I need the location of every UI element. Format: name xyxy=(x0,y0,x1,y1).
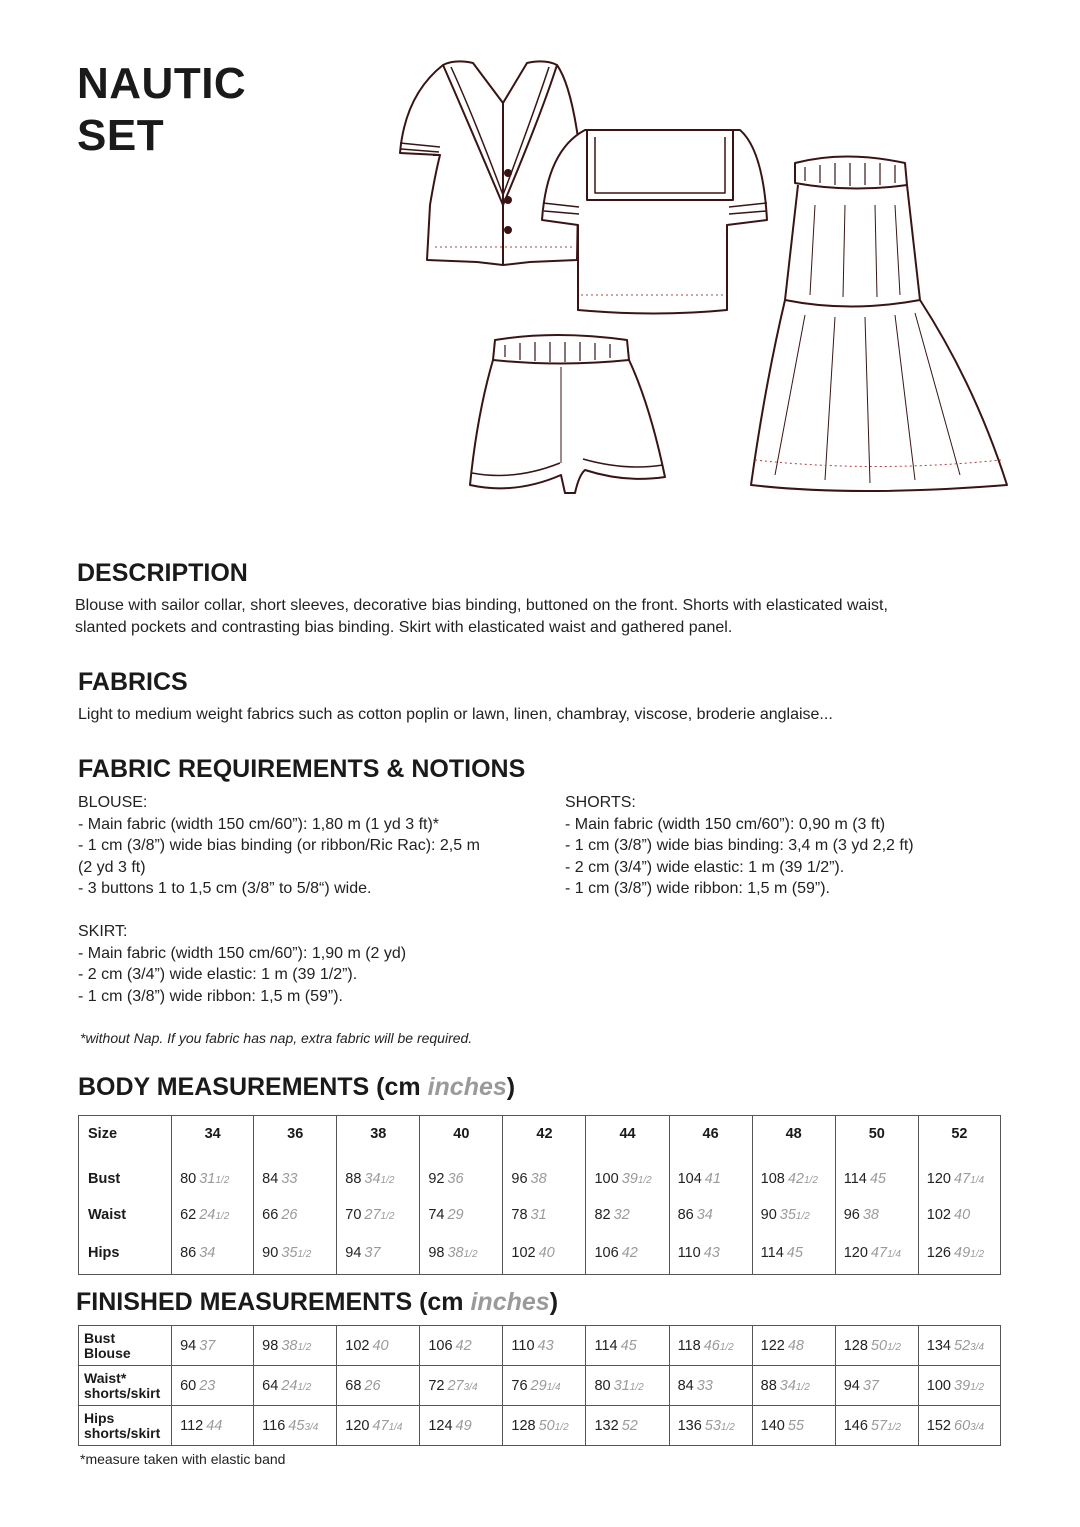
req-left-line: BLOUSE: xyxy=(78,794,148,811)
measurement-cell xyxy=(835,1197,918,1233)
requirements-right-column xyxy=(565,792,914,900)
inch-value: 52 xyxy=(621,1417,638,1434)
cm-value: 120 xyxy=(843,1245,868,1262)
cm-value: 128 xyxy=(511,1417,536,1434)
inch-value: 38 xyxy=(530,1170,547,1187)
inch-fraction: 1/2 xyxy=(463,1249,478,1261)
cm-value: 106 xyxy=(594,1245,619,1262)
inch-fraction: 1/4 xyxy=(970,1174,985,1186)
inch-value: 24 xyxy=(281,1377,298,1394)
measurement-cell xyxy=(420,1197,503,1233)
inch-value: 38 xyxy=(862,1206,879,1223)
body-heading-close: ) xyxy=(506,1073,516,1101)
req-left-line: - 1 cm (3/8”) wide ribbon: 1,5 m (59”). xyxy=(78,987,343,1005)
measurement-cell xyxy=(337,1366,420,1406)
cm-value: 84 xyxy=(262,1170,279,1187)
measurement-cell xyxy=(918,1233,1000,1275)
measurement-cell xyxy=(503,1406,586,1446)
inch-fraction: 1/2 xyxy=(887,1421,901,1433)
measurement-cell xyxy=(172,1233,254,1275)
inch-value: 29 xyxy=(530,1377,547,1394)
req-left-line: (2 yd 3 ft) xyxy=(78,858,146,876)
measurement-cell xyxy=(254,1161,337,1197)
size-header: 50 xyxy=(835,1116,918,1153)
cm-value: 136 xyxy=(677,1417,702,1434)
cm-value: 114 xyxy=(843,1170,867,1187)
fabrics-heading: FABRICS xyxy=(78,668,188,696)
size-label: Size xyxy=(79,1116,172,1153)
measurement-cell xyxy=(503,1161,586,1197)
measurement-cell xyxy=(752,1326,835,1366)
measurement-cell xyxy=(586,1406,669,1446)
measurement-cell xyxy=(337,1326,420,1366)
elastic-note: *measure taken with elastic band xyxy=(80,1451,286,1467)
body-heading-inches: inches xyxy=(427,1073,507,1101)
cm-value: 72 xyxy=(428,1377,445,1394)
row-label-line-2: Blouse xyxy=(84,1344,131,1361)
cm-value: 90 xyxy=(760,1206,777,1223)
cm-value: 82 xyxy=(594,1206,611,1223)
inch-fraction: 1/2 xyxy=(795,1381,810,1393)
measurement-cell xyxy=(503,1366,586,1406)
inch-fraction: 1/2 xyxy=(719,1341,734,1353)
cm-value: 84 xyxy=(677,1377,694,1394)
cm-value: 80 xyxy=(594,1377,611,1394)
inch-value: 50 xyxy=(870,1337,888,1354)
inch-fraction: 1/2 xyxy=(629,1381,644,1393)
measurement-cell xyxy=(586,1366,669,1406)
row-label xyxy=(79,1326,172,1366)
cm-value: 80 xyxy=(180,1170,197,1187)
inch-fraction: 1/2 xyxy=(637,1174,652,1186)
measurement-cell xyxy=(172,1161,254,1197)
requirements-heading: FABRIC REQUIREMENTS & NOTIONS xyxy=(78,755,526,783)
spacer-cell xyxy=(918,1153,1000,1161)
cm-value: 86 xyxy=(677,1206,694,1223)
measurement-cell xyxy=(669,1197,752,1233)
measurement-cell xyxy=(752,1161,835,1197)
row-label xyxy=(79,1366,172,1406)
inch-fraction: 1/4 xyxy=(887,1249,901,1261)
finished-heading-inches: inches xyxy=(470,1288,550,1316)
cm-value: 94 xyxy=(843,1377,860,1394)
inch-value: 44 xyxy=(206,1417,223,1434)
inch-value: 34 xyxy=(779,1377,796,1394)
inch-fraction: 1/2 xyxy=(887,1341,901,1353)
inch-value: 37 xyxy=(199,1337,216,1354)
inch-value: 34 xyxy=(696,1206,713,1223)
inch-value: 39 xyxy=(621,1170,638,1187)
size-header: 48 xyxy=(752,1116,835,1153)
cm-value: 112 xyxy=(180,1417,204,1434)
inch-fraction: 1/2 xyxy=(297,1381,312,1393)
cm-value: 110 xyxy=(677,1245,701,1262)
measurement-cell xyxy=(337,1161,420,1197)
inch-value: 45 xyxy=(786,1245,803,1262)
measurement-cell xyxy=(586,1326,669,1366)
measurement-cell xyxy=(835,1233,918,1275)
measurement-cell xyxy=(172,1366,254,1406)
cm-value: 128 xyxy=(843,1337,868,1354)
cm-value: 100 xyxy=(594,1170,619,1187)
inch-value: 53 xyxy=(704,1417,721,1434)
req-left-line: SKIRT: xyxy=(78,923,128,940)
req-right-line: - 1 cm (3/8”) wide ribbon: 1,5 m (59”). xyxy=(565,880,830,897)
inch-value: 45 xyxy=(288,1417,305,1434)
body-measurements-table xyxy=(78,1115,1001,1275)
inch-value: 37 xyxy=(364,1245,381,1262)
cm-value: 120 xyxy=(926,1170,951,1187)
cm-value: 76 xyxy=(511,1377,528,1394)
inch-value: 32 xyxy=(613,1206,630,1223)
inch-value: 39 xyxy=(954,1377,971,1394)
table-row xyxy=(79,1326,1001,1366)
measurement-cell xyxy=(669,1366,752,1406)
measurement-cell xyxy=(918,1406,1000,1446)
size-header: 52 xyxy=(918,1116,1000,1153)
measurement-cell xyxy=(918,1197,1000,1233)
measurement-cell xyxy=(503,1326,586,1366)
inch-value: 27 xyxy=(447,1377,464,1394)
blouse-front-drawing xyxy=(400,61,579,265)
description-text xyxy=(75,595,888,639)
measurement-cell xyxy=(752,1366,835,1406)
measurement-cell xyxy=(254,1406,337,1446)
cm-value: 98 xyxy=(262,1337,279,1354)
measurement-cell xyxy=(172,1406,254,1446)
cm-value: 74 xyxy=(428,1206,445,1223)
table-row xyxy=(79,1406,1001,1446)
inch-value: 57 xyxy=(870,1417,888,1434)
row-label-line-1: Hips xyxy=(84,1409,115,1426)
size-header: 34 xyxy=(172,1116,254,1153)
body-heading-main: BODY MEASUREMENTS (cm xyxy=(78,1073,428,1101)
inch-value: 42 xyxy=(455,1337,472,1354)
size-header: 36 xyxy=(254,1116,337,1153)
measurement-cell xyxy=(669,1161,752,1197)
cm-value: 90 xyxy=(262,1245,279,1262)
req-left-line: - 2 cm (3/4”) wide elastic: 1 m (39 1/2”). xyxy=(78,966,358,983)
cm-value: 88 xyxy=(760,1377,777,1394)
measurement-cell xyxy=(254,1233,337,1275)
inch-value: 43 xyxy=(703,1245,720,1262)
inch-value: 45 xyxy=(869,1170,886,1187)
inch-fraction: 3/4 xyxy=(304,1421,319,1433)
measurement-cell xyxy=(586,1161,669,1197)
spacer-cell xyxy=(835,1153,918,1161)
spacer-cell xyxy=(172,1153,254,1161)
measurement-cell xyxy=(503,1197,586,1233)
cm-value: 152 xyxy=(926,1417,951,1434)
table-row xyxy=(79,1233,1001,1275)
inch-value: 47 xyxy=(372,1417,389,1434)
inch-value: 31 xyxy=(530,1206,547,1223)
spacer-cell xyxy=(503,1153,586,1161)
inch-value: 34 xyxy=(199,1245,216,1262)
inch-value: 27 xyxy=(364,1206,381,1223)
cm-value: 140 xyxy=(760,1417,785,1434)
measurement-cell xyxy=(337,1197,420,1233)
inch-value: 40 xyxy=(538,1245,555,1262)
measurement-cell xyxy=(586,1197,669,1233)
inch-value: 37 xyxy=(862,1377,879,1394)
cm-value: 98 xyxy=(428,1245,445,1262)
measurement-cell xyxy=(337,1406,420,1446)
spacer-cell xyxy=(337,1153,420,1161)
row-label-line-2: shorts/skirt xyxy=(84,1384,161,1401)
cm-value: 126 xyxy=(926,1245,951,1262)
measurement-cell xyxy=(752,1406,835,1446)
inch-value: 48 xyxy=(787,1337,804,1354)
cm-value: 118 xyxy=(677,1337,701,1354)
inch-value: 34 xyxy=(364,1170,381,1187)
inch-fraction: 1/4 xyxy=(388,1421,403,1433)
inch-value: 38 xyxy=(447,1245,464,1262)
measurement-cell xyxy=(586,1233,669,1275)
inch-value: 47 xyxy=(954,1170,971,1187)
req-right-line: SHORTS: xyxy=(565,794,636,811)
size-header-row xyxy=(79,1116,1001,1153)
inch-value: 35 xyxy=(779,1206,796,1223)
measurement-cell xyxy=(254,1366,337,1406)
inch-fraction: 1/2 xyxy=(380,1210,395,1222)
spacer-row xyxy=(79,1153,1001,1161)
skirt-drawing xyxy=(751,157,1007,492)
req-right-line: - Main fabric (width 150 cm/60”): 0,90 m (3 ft) xyxy=(565,815,886,833)
measurement-cell xyxy=(172,1197,254,1233)
inch-value: 36 xyxy=(447,1170,464,1187)
cm-value: 110 xyxy=(511,1337,535,1354)
cm-value: 70 xyxy=(345,1206,362,1223)
shorts-drawing xyxy=(470,335,665,493)
inch-value: 50 xyxy=(538,1417,555,1434)
req-left-line: - Main fabric (width 150 cm/60”): 1,90 m (2 yd) xyxy=(78,944,407,962)
inch-value: 29 xyxy=(447,1206,464,1223)
blouse-back-drawing xyxy=(542,130,767,314)
size-header: 42 xyxy=(503,1116,586,1153)
inch-value: 33 xyxy=(281,1170,298,1187)
spacer-cell xyxy=(669,1153,752,1161)
cm-value: 114 xyxy=(594,1337,618,1354)
cm-value: 114 xyxy=(760,1245,784,1262)
req-left-line: - Main fabric (width 150 cm/60”): 1,80 m (1 yd 3 ft)* xyxy=(78,815,440,833)
row-label: Waist xyxy=(79,1197,172,1233)
fabrics-text: Light to medium weight fabrics such as cotton poplin or lawn, linen, chambray, viscose, broderie anglaise... xyxy=(78,706,833,723)
size-header: 38 xyxy=(337,1116,420,1153)
description-line-1: Blouse with sailor collar, short sleeves, decorative bias binding, buttoned on the front. Shorts with elasticated waist, xyxy=(75,597,888,614)
spacer-cell xyxy=(420,1153,503,1161)
requirements-left-column xyxy=(78,792,480,1007)
finished-heading-close: ) xyxy=(549,1288,559,1316)
req-left-line: - 3 buttons 1 to 1,5 cm (3/8” to 5/8“) wide. xyxy=(78,880,372,897)
inch-fraction: 1/2 xyxy=(215,1210,230,1222)
cm-value: 60 xyxy=(180,1377,197,1394)
measurement-cell xyxy=(503,1233,586,1275)
inch-fraction: 1/2 xyxy=(795,1210,810,1222)
inch-value: 33 xyxy=(696,1377,713,1394)
req-right-line: - 2 cm (3/4”) wide elastic: 1 m (39 1/2”). xyxy=(565,858,845,876)
cm-value: 102 xyxy=(345,1337,370,1354)
table-row xyxy=(79,1366,1001,1406)
size-header: 40 xyxy=(420,1116,503,1153)
cm-value: 108 xyxy=(760,1170,785,1187)
measurement-cell xyxy=(669,1406,752,1446)
cm-value: 66 xyxy=(262,1206,279,1223)
cm-value: 100 xyxy=(926,1377,951,1394)
description-heading: DESCRIPTION xyxy=(77,559,248,587)
measurement-cell xyxy=(254,1326,337,1366)
cm-value: 78 xyxy=(511,1206,528,1223)
cm-value: 96 xyxy=(511,1170,528,1187)
inch-value: 40 xyxy=(954,1206,971,1223)
inch-value: 49 xyxy=(455,1417,472,1434)
inch-fraction: 1/2 xyxy=(803,1174,818,1186)
inch-value: 52 xyxy=(954,1337,971,1354)
inch-fraction: 3/4 xyxy=(970,1421,985,1433)
spacer-cell xyxy=(79,1153,172,1161)
cm-value: 94 xyxy=(180,1337,197,1354)
row-label-line-1: Waist* xyxy=(84,1369,127,1386)
cm-value: 64 xyxy=(262,1377,279,1394)
spacer-cell xyxy=(254,1153,337,1161)
finished-measurements-table xyxy=(78,1325,1001,1446)
spacer-cell xyxy=(752,1153,835,1161)
cm-value: 122 xyxy=(760,1337,785,1354)
title-line-2: SET xyxy=(77,111,165,160)
inch-value: 23 xyxy=(199,1377,216,1394)
inch-value: 45 xyxy=(620,1337,637,1354)
measurement-cell xyxy=(420,1406,503,1446)
inch-fraction: 1/2 xyxy=(297,1341,312,1353)
measurement-cell xyxy=(752,1197,835,1233)
finished-heading-main: FINISHED MEASUREMENTS (cm xyxy=(76,1288,471,1316)
cm-value: 88 xyxy=(345,1170,362,1187)
inch-value: 60 xyxy=(954,1417,971,1434)
inch-value: 43 xyxy=(537,1337,554,1354)
spacer-cell xyxy=(586,1153,669,1161)
inch-fraction: 3/4 xyxy=(970,1341,985,1353)
inch-fraction: 1/4 xyxy=(546,1381,561,1393)
finished-measurements-heading xyxy=(76,1288,558,1317)
measurement-cell xyxy=(254,1197,337,1233)
measurement-cell xyxy=(752,1233,835,1275)
cm-value: 104 xyxy=(677,1170,702,1187)
size-header: 44 xyxy=(586,1116,669,1153)
inch-value: 38 xyxy=(281,1337,298,1354)
row-label xyxy=(79,1406,172,1446)
inch-value: 42 xyxy=(787,1170,804,1187)
title-line-1: NAUTIC xyxy=(77,59,247,108)
cm-value: 102 xyxy=(926,1206,951,1223)
inch-value: 35 xyxy=(281,1245,298,1262)
measurement-cell xyxy=(669,1233,752,1275)
cm-value: 68 xyxy=(345,1377,362,1394)
req-right-line: - 1 cm (3/8”) wide bias binding: 3,4 m (3 yd 2,2 ft) xyxy=(565,837,914,854)
inch-value: 40 xyxy=(372,1337,389,1354)
cm-value: 134 xyxy=(926,1337,951,1354)
row-label: Hips xyxy=(79,1233,172,1275)
inch-value: 31 xyxy=(199,1170,216,1187)
inch-value: 26 xyxy=(281,1206,298,1223)
cm-value: 96 xyxy=(843,1206,860,1223)
body-measurements-heading xyxy=(78,1073,515,1102)
cm-value: 124 xyxy=(428,1417,453,1434)
req-left-line: - 1 cm (3/8”) wide bias binding (or ribbon/Ric Rac): 2,5 m xyxy=(78,837,480,854)
page-title xyxy=(77,58,246,162)
measurement-cell xyxy=(337,1233,420,1275)
inch-fraction: 1/2 xyxy=(554,1421,569,1433)
row-label-line-2: shorts/skirt xyxy=(84,1424,161,1441)
size-header: 46 xyxy=(669,1116,752,1153)
table-row xyxy=(79,1197,1001,1233)
cm-value: 92 xyxy=(428,1170,445,1187)
measurement-cell xyxy=(835,1366,918,1406)
cm-value: 106 xyxy=(428,1337,453,1354)
measurement-cell xyxy=(918,1326,1000,1366)
measurement-cell xyxy=(918,1161,1000,1197)
inch-fraction: 1/2 xyxy=(380,1174,395,1186)
inch-fraction: 3/4 xyxy=(463,1381,478,1393)
inch-value: 49 xyxy=(954,1245,971,1262)
cm-value: 120 xyxy=(345,1417,370,1434)
req-left-blank xyxy=(78,900,480,922)
measurement-cell xyxy=(420,1233,503,1275)
table-row xyxy=(79,1161,1001,1197)
measurement-cell xyxy=(420,1326,503,1366)
inch-fraction: 1/2 xyxy=(970,1249,985,1261)
cm-value: 146 xyxy=(843,1417,868,1434)
inch-value: 47 xyxy=(870,1245,888,1262)
inch-fraction: 1/2 xyxy=(215,1174,230,1186)
inch-value: 46 xyxy=(703,1337,720,1354)
cm-value: 116 xyxy=(262,1417,286,1434)
inch-fraction: 1/2 xyxy=(970,1381,985,1393)
row-label: Bust xyxy=(79,1161,172,1197)
inch-value: 31 xyxy=(613,1377,630,1394)
measurement-cell xyxy=(420,1366,503,1406)
inch-value: 55 xyxy=(787,1417,804,1434)
cm-value: 94 xyxy=(345,1245,362,1262)
nap-note: *without Nap. If you fabric has nap, extra fabric will be required. xyxy=(80,1030,473,1046)
measurement-cell xyxy=(835,1161,918,1197)
cm-value: 86 xyxy=(180,1245,197,1262)
garment-illustrations xyxy=(395,55,1015,505)
cm-value: 102 xyxy=(511,1245,536,1262)
measurement-cell xyxy=(835,1326,918,1366)
measurement-cell xyxy=(669,1326,752,1366)
measurement-cell xyxy=(420,1161,503,1197)
cm-value: 132 xyxy=(594,1417,619,1434)
inch-fraction: 1/2 xyxy=(720,1421,735,1433)
inch-value: 42 xyxy=(621,1245,638,1262)
inch-value: 26 xyxy=(364,1377,381,1394)
row-label-line-1: Bust xyxy=(84,1329,116,1346)
inch-value: 24 xyxy=(199,1206,216,1223)
measurement-cell xyxy=(918,1366,1000,1406)
measurement-cell xyxy=(835,1406,918,1446)
inch-fraction: 1/2 xyxy=(297,1249,312,1261)
inch-value: 41 xyxy=(704,1170,721,1187)
measurement-cell xyxy=(172,1326,254,1366)
cm-value: 62 xyxy=(180,1206,197,1223)
description-line-2: slanted pockets and contrasting bias binding. Skirt with elasticated waist and gathered panel. xyxy=(75,619,733,636)
